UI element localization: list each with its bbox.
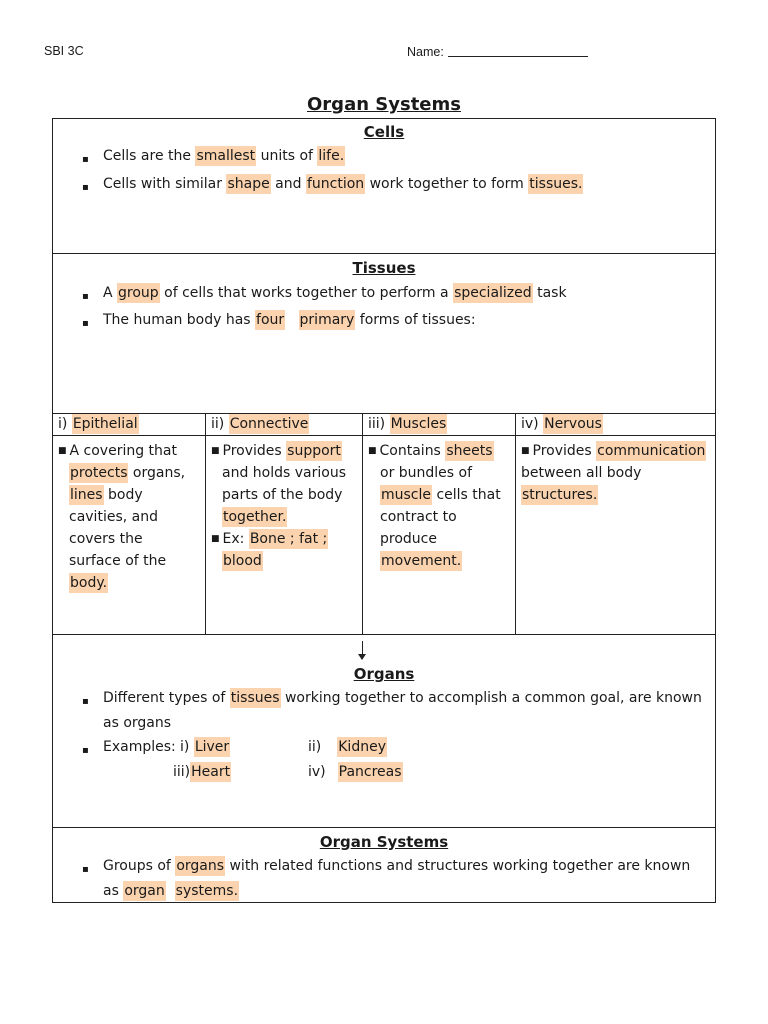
- bullet-icon: ▪: [82, 182, 89, 193]
- tissues-heading: Tissues: [352, 259, 416, 277]
- text: Contains: [379, 443, 446, 459]
- example-liver: [180, 739, 230, 755]
- column-divider: [362, 413, 363, 634]
- column-header-epithelial: [58, 413, 139, 435]
- text: work together to form: [365, 176, 529, 192]
- page-title: Organ Systems: [307, 94, 461, 115]
- highlight: structures.: [522, 487, 598, 503]
- organ-systems-bullet-1-cont: [103, 883, 239, 899]
- highlight: four: [256, 312, 285, 328]
- organs-bullet-1-cont: as organs: [103, 715, 172, 731]
- highlight: Pancreas: [338, 764, 402, 780]
- line: parts of the body: [222, 487, 343, 503]
- organs-heading: Organs: [353, 665, 415, 683]
- column-header-nervous: [521, 413, 603, 435]
- line: [211, 550, 361, 572]
- tissues-bullet-2: [103, 312, 476, 328]
- example-kidney: [308, 739, 387, 755]
- highlight: primary: [299, 312, 355, 328]
- highlight: life.: [318, 148, 345, 164]
- column-header-muscles: [368, 413, 447, 435]
- highlight: organ: [124, 883, 165, 899]
- connective-description: [211, 440, 361, 572]
- text: [285, 312, 298, 328]
- text: task: [532, 285, 567, 301]
- text: and: [270, 176, 306, 192]
- line: [58, 484, 203, 506]
- organ-systems-bullet-1: [103, 858, 690, 874]
- line: [58, 572, 203, 594]
- line: [211, 528, 361, 550]
- organs-bullet-1: [103, 690, 702, 706]
- text: Cells with similar: [103, 176, 227, 192]
- muscles-description: [368, 440, 513, 572]
- bullet-icon: ■: [211, 446, 220, 456]
- column-divider: [205, 413, 206, 634]
- divider: [52, 435, 716, 436]
- highlight: body.: [70, 575, 108, 591]
- highlight: muscle: [381, 487, 432, 503]
- highlight: blood: [223, 553, 262, 569]
- bullet-icon: ▪: [82, 864, 89, 875]
- example-pancreas: [308, 764, 403, 780]
- text: Cells are the: [103, 148, 196, 164]
- arrow-down-icon: [358, 654, 366, 660]
- organ-systems-heading: Organ Systems: [319, 833, 449, 851]
- highlight: organs: [176, 858, 225, 874]
- divider: [52, 253, 716, 254]
- tissues-bullet-1: [103, 285, 567, 301]
- cells-heading: Cells: [363, 123, 405, 141]
- bullet-icon: ▪: [82, 696, 89, 707]
- highlight: Kidney: [338, 739, 386, 755]
- highlight: sheets: [446, 443, 493, 459]
- bullet-icon: ■: [521, 446, 530, 456]
- column-header-connective: [211, 413, 309, 435]
- highlight: tissues.: [529, 176, 583, 192]
- line: cavities, and: [69, 509, 158, 525]
- highlight: function: [306, 176, 365, 192]
- text: cells that: [432, 487, 501, 503]
- text: i): [180, 739, 194, 755]
- highlight: smallest: [196, 148, 256, 164]
- text: Groups of: [103, 858, 176, 874]
- name-label: Name:: [407, 45, 444, 59]
- bullet-icon: ▪: [82, 291, 89, 302]
- divider: [52, 827, 716, 828]
- highlight: support: [287, 443, 341, 459]
- bullet-icon: ■: [58, 446, 67, 456]
- text: iii): [368, 416, 390, 432]
- text: forms of tissues:: [355, 312, 476, 328]
- column-divider: [515, 413, 516, 634]
- highlight: Liver: [194, 739, 230, 755]
- highlight: communication: [597, 443, 706, 459]
- course-code: SBI 3C: [44, 44, 84, 58]
- example-heart: [173, 764, 231, 780]
- text: The human body has: [103, 312, 256, 328]
- text: A covering that: [69, 443, 177, 459]
- text: Different types of: [103, 690, 230, 706]
- line: [521, 440, 713, 462]
- cells-bullet-2: [103, 176, 583, 192]
- text: as: [103, 883, 124, 899]
- highlight: systems.: [175, 883, 239, 899]
- name-blank-line: [448, 44, 588, 57]
- epithelial-description: [58, 440, 203, 594]
- highlight: shape: [227, 176, 270, 192]
- text: Provides: [222, 443, 287, 459]
- text: iv): [308, 764, 326, 780]
- line: [211, 506, 361, 528]
- text: ii): [211, 416, 229, 432]
- line: contract to: [380, 509, 457, 525]
- highlight: movement.: [381, 553, 462, 569]
- bullet-icon: ▪: [82, 154, 89, 165]
- nervous-description: [521, 440, 713, 506]
- text: [166, 883, 175, 899]
- bullet-icon: ▪: [82, 318, 89, 329]
- line: produce: [380, 531, 437, 547]
- line: [58, 440, 203, 462]
- line: [368, 550, 513, 572]
- line: [368, 484, 513, 506]
- line: [521, 484, 713, 506]
- highlight: together.: [223, 509, 287, 525]
- text: iii): [173, 764, 191, 780]
- text: ii): [308, 739, 322, 755]
- cells-bullet-1: [103, 148, 345, 164]
- highlight: Connective: [229, 416, 309, 432]
- text: with related functions and structures working together are known: [225, 858, 691, 874]
- highlight: protects: [70, 465, 128, 481]
- text: units of: [256, 148, 318, 164]
- text: working together to accomplish a common goal, are known: [280, 690, 702, 706]
- highlight: Nervous: [544, 416, 602, 432]
- highlight: Heart: [191, 764, 231, 780]
- text: Provides: [532, 443, 597, 459]
- text: iv): [521, 416, 544, 432]
- examples-label: Examples:: [103, 739, 176, 755]
- highlight: Bone ; fat ;: [249, 531, 328, 547]
- line: [368, 440, 513, 462]
- divider: [52, 634, 716, 635]
- text: body: [103, 487, 143, 503]
- line: covers the: [69, 531, 143, 547]
- text: A: [103, 285, 118, 301]
- line: or bundles of: [380, 465, 473, 481]
- highlight: Muscles: [390, 416, 447, 432]
- highlight: group: [118, 285, 159, 301]
- bullet-icon: ■: [368, 446, 377, 456]
- bullet-icon: ▪: [82, 745, 89, 756]
- highlight: lines: [70, 487, 103, 503]
- text: i): [58, 416, 72, 432]
- text: of cells that works together to perform a: [159, 285, 454, 301]
- text: Ex:: [222, 531, 249, 547]
- line: between all body: [521, 465, 642, 481]
- highlight: Epithelial: [72, 416, 138, 432]
- highlight: specialized: [454, 285, 532, 301]
- bullet-icon: ■: [211, 534, 220, 544]
- line: [58, 462, 203, 484]
- line: and holds various: [222, 465, 346, 481]
- text: organs,: [128, 465, 186, 481]
- line: [211, 440, 361, 462]
- highlight: tissues: [230, 690, 280, 706]
- name-field: [407, 44, 588, 59]
- line: surface of the: [69, 553, 167, 569]
